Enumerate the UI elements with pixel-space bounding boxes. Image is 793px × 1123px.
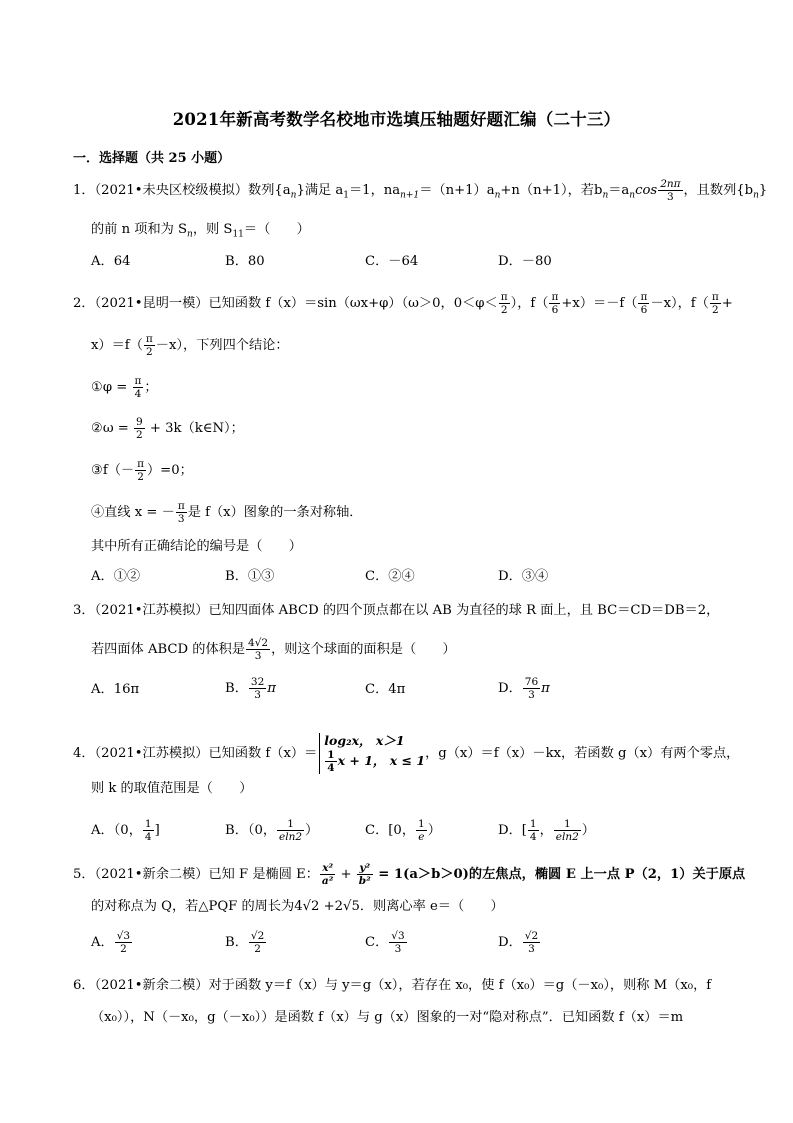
q4-option-a: A．（0， $\frac{1}{4}$ ]: [91, 818, 160, 843]
statement-4: ④直线 x = － $\frac{\pi}{3}$ 是 f（x）图象的一条对称轴．: [91, 500, 363, 525]
q3-option-c: C．4π: [365, 682, 406, 697]
q5-option-b: B． $\frac{√2}{2}$: [225, 930, 265, 955]
q3-option-b: B． $\frac{32}{3}$ π: [225, 676, 276, 701]
question-3-line-2: 若四面体 ABCD 的体积是 $\frac{4√2}{3}$ ，则这个球面的面积是（ ）: [91, 637, 456, 662]
q1-option-b: B．80: [225, 254, 265, 269]
statement-3: ③f（－ $\frac{\pi}{2}$ ）=0；: [91, 458, 193, 483]
q4-option-c: C．[0， $\frac{1}{e}$ ）: [365, 818, 441, 843]
question-1-line-1: 1．（2021•未央区校级模拟）数列$\{a_n\}$满足 $a_1=1$，$na_{n+1}=(n+1)a_n+n(n+1)$，若$b_n=a_n\cos$ $\frac{2n\pi}{3}$ ，且数列$\{b_n\}$: [73, 178, 768, 203]
q5-option-a: A． $\frac{√3}{2}$: [91, 930, 131, 955]
question-2-ask: 其中所有正确结论的编号是（ ）: [91, 539, 302, 554]
question-5-line-2: 的对称点为 Q，若△PQF 的周长为4√2 +2√5．则离心率 e＝（ ）: [91, 899, 504, 914]
q2-option-c: C．②④: [365, 569, 415, 584]
page-title: 2021年新高考数学名校地市选填压轴题好题汇编（二十三）: [172, 110, 621, 129]
q4-option-b: B．（0， $\frac{1}{eln2}$ ）: [225, 818, 319, 843]
q1-option-d: D．－80: [498, 254, 552, 269]
question-6-line-2: （x₀）），N（－x₀，g（－x₀））是函数 f（x）与 g（x）图象的一对“隐对称点”．已知函数 f（x）＝m: [91, 1010, 684, 1025]
question-6-line-1: 6．（2021•新余二模）对于函数 y＝f（x）与 y＝g（x），若存在 x₀，使 f（x₀）＝g（－x₀），则称 M（x₀，f: [73, 978, 712, 993]
q5-option-d: D． $\frac{√2}{3}$: [498, 930, 539, 955]
question-2-line-2: x）＝f（ $\frac{\pi}{2}$ －x），下列四个结论：: [91, 333, 289, 358]
q1-option-a: A．64: [91, 254, 131, 269]
piecewise-function: log₂x， x＞1 $\frac{1}{4}$ x + 1， x ≤ 1: [319, 733, 425, 774]
q1-option-c: C．－64: [365, 254, 419, 269]
question-1-line-2: 的前 n 项和为 $S_n$，则 $S_{11}=$（ ）: [91, 222, 310, 240]
section-heading: 一．选择题（共 25 小题）: [73, 151, 231, 166]
question-5-line-1: 5．（2021•新余二模）已知 F 是椭圆 E： $\frac{\text{x²}}{\text{a²}}$ + $\frac{\text{y²}}{\text{b²}}$ = 1(a＞b＞0)的左焦点，椭圆 E 上一点 P（2，1）关于原点: [73, 862, 746, 887]
q2-option-d: D．③④: [498, 569, 549, 584]
q4-option-d: D．[ $\frac{1}{4}$ ， $\frac{1}{eln2}$ ）: [498, 818, 595, 843]
q2-option-b: B．①③: [225, 569, 275, 584]
question-4-line-2: 则 k 的取值范围是（ ）: [91, 781, 253, 796]
question-2-line-1: 2．（2021•昆明一模）已知函数 f（x）＝sin（ωx+φ）（ω＞0，0＜φ＜ $\frac{\pi}{2}$ ），f（ $\frac{\pi}{6}$ +x）＝－f（ $\frac{\pi}{6}$ －x），f（ $\frac{\pi}{2}$ +: [73, 291, 733, 316]
q5-option-c: C． $\frac{√3}{3}$: [365, 930, 405, 955]
question-4-line-1: 4．（2021•江苏模拟）已知函数 f（x）＝ log₂x， x＞1 $\frac{1}{4}$ x + 1， x ≤ 1 ，g（x）＝f（x）－kx，若函数 g（x）有两个零点，: [73, 733, 740, 774]
q3-option-a: A．16π: [91, 682, 140, 697]
question-3-line-1: 3．（2021•江苏模拟）已知四面体 ABCD 的四个顶点都在以 AB 为直径的球 R 面上，且 BC＝CD＝DB＝2，: [73, 603, 720, 618]
q2-option-a: A．①②: [91, 569, 141, 584]
fraction: $\frac{2n\pi}{3}$: [660, 178, 681, 203]
q3-option-d: D． $\frac{76}{3}$ π: [498, 676, 550, 701]
statement-2: ②ω = $\frac{9}{2}$ + 3k（k∈N）；: [91, 416, 244, 441]
statement-1: ①φ = $\frac{\pi}{4}$ ；: [91, 375, 158, 400]
